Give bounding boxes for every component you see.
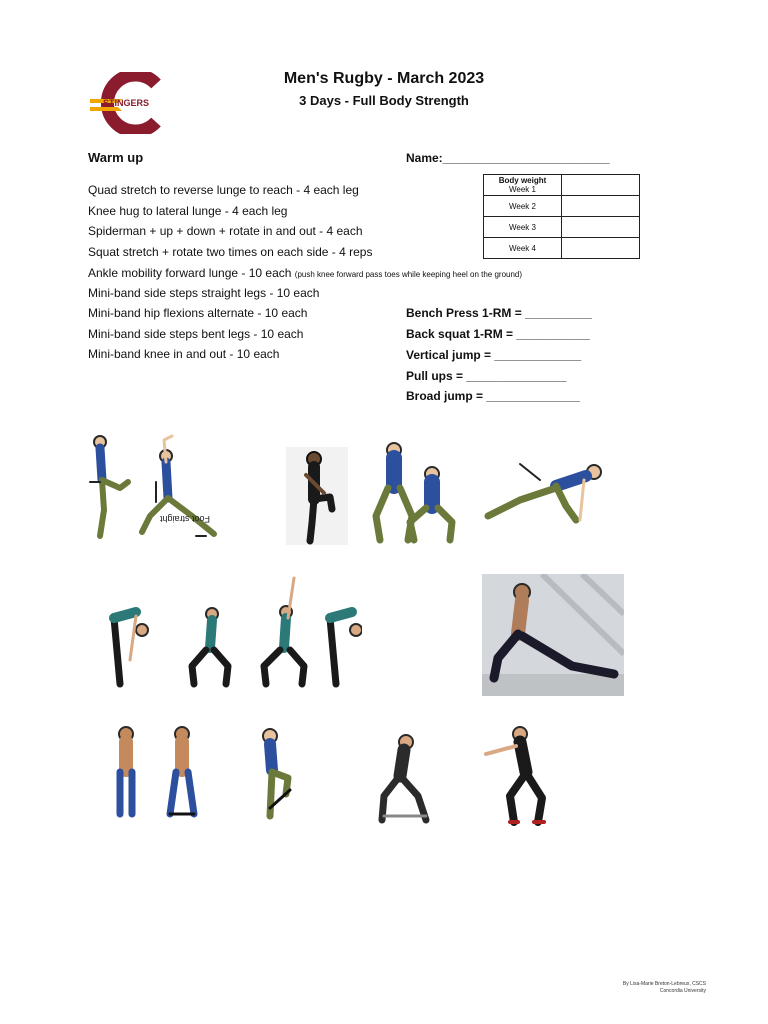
exercise-item: Mini-band side steps bent legs - 10 each [88,327,304,341]
mini-band-hip-flexion-illustration [254,728,300,820]
page-subtitle: 3 Days - Full Body Strength [299,93,469,108]
exercise-item: Quad stretch to reverse lunge to reach - 4 each leg [88,183,359,197]
credit-author: By Lisa-Marie Breton-Lebreux, CSCS [622,981,706,987]
spiderman-stretch-illustration [480,460,606,526]
week-label: Week 4 [484,238,562,259]
exercise-item [88,266,522,280]
logo-text: STINGERS [103,98,150,108]
body-weight-table [483,174,640,259]
week-label: Week 2 [484,196,562,217]
week-4-value-cell[interactable] [562,238,640,259]
quad-stretch-lunge-illustration [86,432,236,544]
exercise-item: Spiderman + up + down + rotate in and out - 4 each [88,224,363,238]
exercise-item: Mini-band hip flexions alternate - 10 each [88,306,308,320]
test-broad-jump[interactable]: Broad jump = ______________ [406,389,580,403]
table-cell [484,175,562,196]
name-field[interactable]: Name:_________________________ [406,151,610,165]
mini-band-bent-legs-illustration [372,732,438,826]
week-3-value-cell[interactable] [562,217,640,238]
table-row [484,217,640,238]
ankle-mobility-lunge-photo [482,574,624,696]
test-pull-ups[interactable]: Pull ups = _______________ [406,369,567,383]
week-label: Week 1 [509,185,536,194]
exercise-label: Ankle mobility forward lunge - 10 each [88,266,292,280]
knee-hug-illustration [286,447,348,545]
table-row [484,175,640,196]
week-2-value-cell[interactable] [562,196,640,217]
credit [623,981,706,995]
test-back-squat[interactable]: Back squat 1-RM = ___________ [406,327,590,341]
test-bench-press[interactable]: Bench Press 1-RM = __________ [406,306,592,320]
exercise-item: Mini-band knee in and out - 10 each [88,347,280,361]
mini-band-knee-in-out-illustration [480,724,560,828]
table-row [484,196,640,217]
credit-org: Concordia University [659,988,706,994]
lateral-lunge-illustration [366,440,458,546]
warmup-heading: Warm up [88,150,144,165]
exercise-item: Squat stretch + rotate two times on each side - 4 reps [88,245,373,259]
exercise-note: (push knee forward pass toes while keeping heel on the ground) [294,270,523,279]
mini-band-side-steps-illustration [106,726,204,820]
exercise-item: Knee hug to lateral lunge - 4 each leg [88,204,288,218]
squat-stretch-rotate-illustration [100,574,362,688]
body-weight-header: Body weight [498,176,547,185]
week-1-value-cell[interactable] [562,175,640,196]
page-title: Men's Rugby - March 2023 [283,70,485,87]
table-row [484,238,640,259]
week-label: Week 3 [484,217,562,238]
foot-straight-label: Foot straight [159,514,210,524]
exercise-item: Mini-band side steps straight legs - 10 each [88,286,320,300]
test-vertical-jump[interactable]: Vertical jump = _____________ [406,348,582,362]
